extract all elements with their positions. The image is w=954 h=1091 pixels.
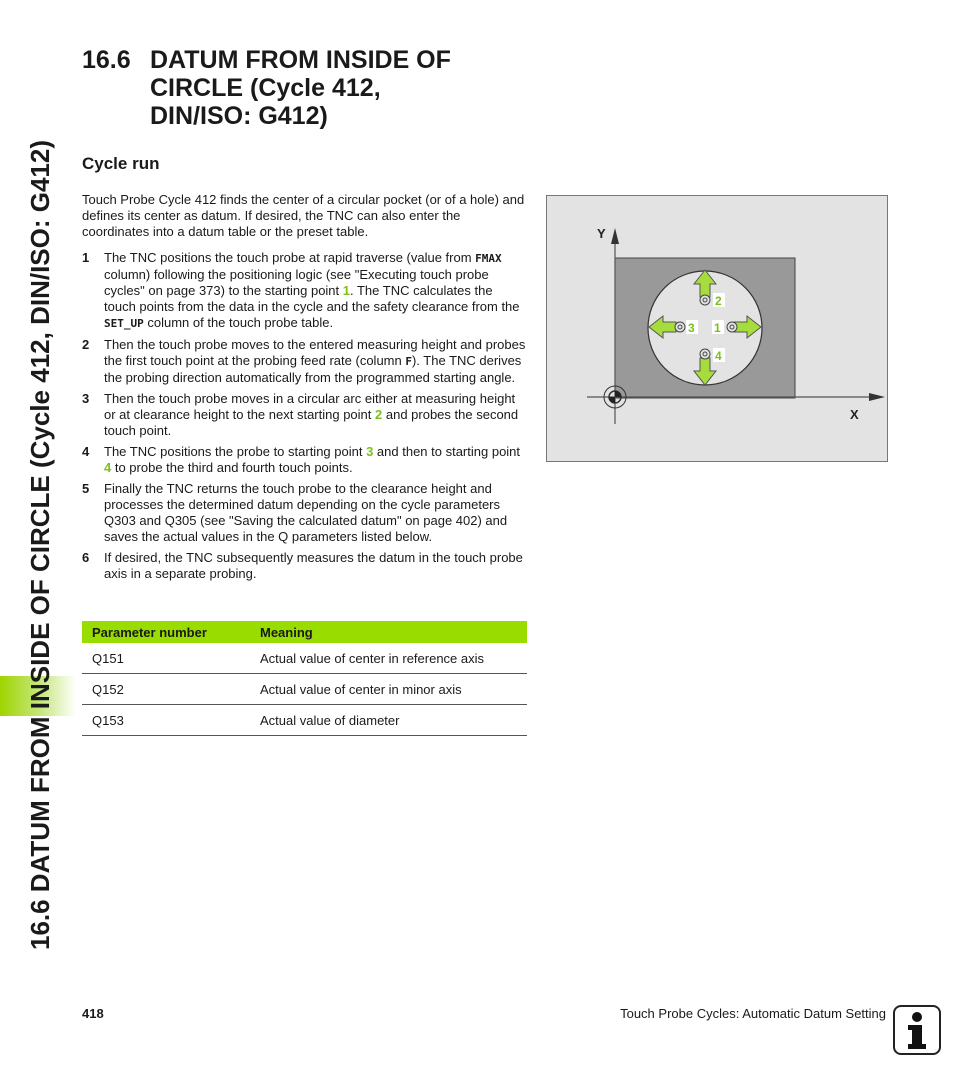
title-line-3: DIN/ISO: G412) <box>150 102 328 130</box>
step-4: 4 The TNC positions the probe to starting point 3 and then to starting point 4 to probe the third and fourth touch points. <box>82 444 521 475</box>
label-point-2: 2 <box>715 294 722 308</box>
parameter-table <box>82 621 527 736</box>
section-heading: Cycle run <box>82 154 160 173</box>
table-row <box>82 674 527 705</box>
step-3: 3 Then the touch probe moves in a circular arc either at measuring height or at clearance height to the next starting point 2 and probes the second touch point. <box>82 391 519 438</box>
table-header-row <box>82 621 527 643</box>
param-meaning: Actual value of center in reference axis <box>250 643 527 674</box>
param-name: Q153 <box>82 705 250 736</box>
label-point-4: 4 <box>715 349 722 363</box>
header-meaning: Meaning <box>250 621 527 643</box>
step-number: 5 <box>82 481 90 496</box>
point-ref-2: 2 <box>375 407 383 422</box>
title-line-2: CIRCLE (Cycle 412, <box>150 74 381 102</box>
y-axis-label: Y <box>597 226 606 241</box>
y-axis-arrow <box>611 228 619 244</box>
footer-chapter-title: Touch Probe Cycles: Automatic Datum Setting <box>620 1006 886 1021</box>
side-chapter-label: 16.6 DATUM FROM INSIDE OF CIRCLE (Cycle 412, DIN/ISO: G412) <box>25 140 55 951</box>
step-number: 1 <box>82 250 90 265</box>
code-set-up: SET_UP <box>104 317 144 330</box>
step-5: 5 Finally the TNC returns the touch probe to the clearance height and processes the determined datum depending on the cycle parameters Q303 and Q305 (see "Saving the calculated datum" on page 402) and saves the actual values in the Q parameters listed below. <box>82 481 508 544</box>
step-list <box>82 250 527 587</box>
step-2: 2 Then the touch probe moves to the entered measuring height and probes the first touch point at the probing feed rate (column F). The TNC derives the probing direction automatically from the programmed starting angle. <box>82 337 526 385</box>
step-number: 4 <box>82 444 90 459</box>
diagram-svg <box>547 196 887 461</box>
step-6: 6 If desired, the TNC subsequently measures the datum in the touch probe axis in a separate probing. <box>82 550 523 581</box>
point-ref-4: 4 <box>104 460 112 475</box>
param-name: Q152 <box>82 674 250 705</box>
step-number: 2 <box>82 337 90 352</box>
code-fmax: FMAX <box>475 252 502 265</box>
section-number: 16.6 <box>82 46 131 74</box>
step-1: 1 The TNC positions the touch probe at rapid traverse (value from FMAX column) following the positioning logic (see "Executing touch probe cycles" on page 373) to the starting point 1. The TNC calculates the touch points from the data in the cycle and the safety clearance from the SET_UP column of the touch probe table. <box>82 250 520 330</box>
intro-paragraph: Touch Probe Cycle 412 finds the center of a circular pocket (or of a hole) and defines its center as datum. If desired, the TNC can also enter the coordinates into a datum table or the preset table. <box>82 192 525 239</box>
step-number: 6 <box>82 550 90 565</box>
page-number: 418 <box>82 1006 104 1021</box>
table-row <box>82 643 527 674</box>
label-point-3: 3 <box>688 321 695 335</box>
point-ref-3: 3 <box>366 444 374 459</box>
code-f: F <box>405 355 412 368</box>
info-icon <box>893 1005 941 1055</box>
x-axis-label: X <box>850 407 859 422</box>
param-meaning: Actual value of center in minor axis <box>250 674 527 705</box>
param-name: Q151 <box>82 643 250 674</box>
cycle-diagram <box>546 195 888 462</box>
step-number: 3 <box>82 391 90 406</box>
param-meaning: Actual value of diameter <box>250 705 527 736</box>
header-parameter-number: Parameter number <box>82 621 250 643</box>
table-row <box>82 705 527 736</box>
title-line-1: DATUM FROM INSIDE OF <box>150 46 451 74</box>
label-point-1: 1 <box>714 321 721 335</box>
point-ref-1: 1 <box>342 283 350 298</box>
x-axis-arrow <box>869 393 885 401</box>
